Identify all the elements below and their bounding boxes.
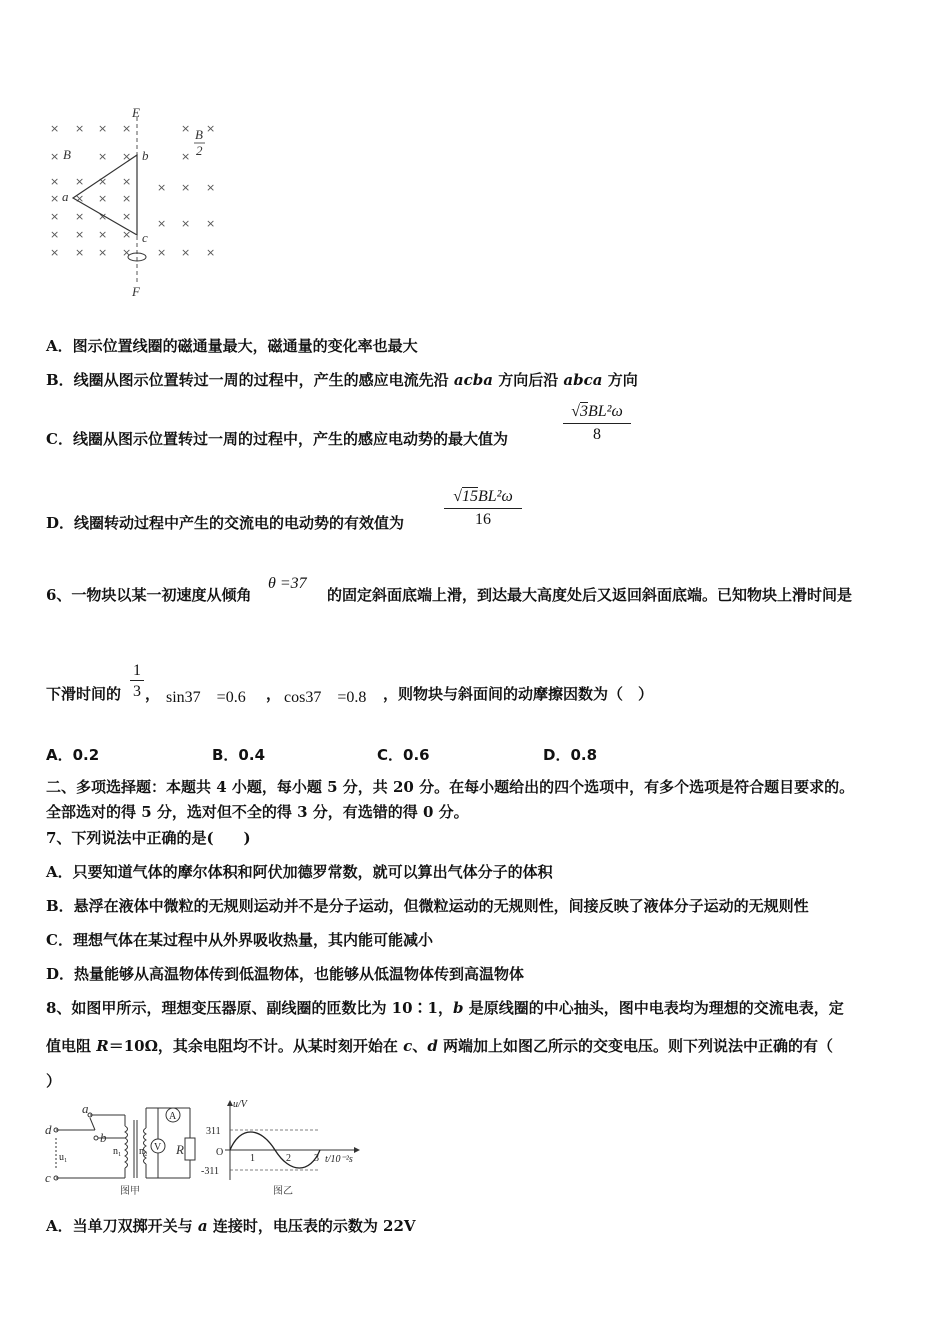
svg-text:×: × (50, 175, 60, 188)
label-c: c (142, 230, 148, 245)
q5-option-d: D．线圈转动过程中产生的交流电的电动势的有效值为 (46, 514, 405, 532)
q6-line2-a: 下滑时间的 (46, 685, 122, 703)
svg-text:×: × (181, 150, 191, 163)
voltmeter-label: V (154, 1142, 162, 1153)
svg-text:×: × (50, 150, 60, 163)
label-b-field: B (63, 147, 71, 162)
q8-line2-b: ＝10Ω，其余电阻均不计。从某时刻开始在 (108, 1037, 404, 1055)
q7-option-a: A．只要知道气体的摩尔体积和阿伏加德罗常数，就可以算出气体分子的体积 (46, 863, 553, 881)
svg-text:×: × (206, 181, 216, 194)
svg-text:×: × (181, 217, 191, 230)
svg-text:×: × (206, 246, 216, 259)
svg-text:×: × (50, 192, 60, 205)
svg-text:×: × (181, 246, 191, 259)
q6-line1-b: 的固定斜面底端上滑，到达最大高度处后又返回斜面底端。已知物块上滑时间是 (327, 586, 853, 604)
q5-b-suffix: 方向 (602, 371, 638, 389)
waveform-tick-2: 2 (286, 1153, 291, 1164)
magnetic-field-figure (40, 105, 230, 300)
label-e: E (132, 105, 140, 120)
q6-frac-num: 1 (133, 662, 141, 679)
q5-b-acba: acba (453, 371, 493, 389)
label-f: F (132, 284, 140, 299)
label-b-half-num: B (195, 127, 203, 142)
q5-c-den: 8 (593, 426, 601, 443)
circuit-label-u1: u₁ (59, 1152, 68, 1163)
svg-text:×: × (75, 246, 85, 259)
q8-a-rest: 连接时，电压表的示数为 22V (207, 1217, 416, 1235)
q6-option-a: A．0.2 (46, 746, 100, 764)
waveform-ylabel: u/V (233, 1099, 247, 1110)
svg-text:×: × (75, 210, 85, 223)
waveform-tick-1: 1 (250, 1153, 255, 1164)
q5-b-mid: 方向后沿 (492, 371, 564, 389)
q6-frac-den: 3 (133, 683, 141, 700)
q8-line2 (46, 1036, 833, 1056)
circuit-label-b: b (100, 1130, 107, 1145)
q6-comma2: ， (266, 685, 282, 703)
resistor-label: R (176, 1142, 184, 1157)
q8-line2-c: 两端加上如图乙所示的交变电压。则下列说法中正确的有（ (437, 1037, 834, 1055)
svg-text:×: × (181, 122, 191, 135)
q5-b-prefix: B．线圈从图示位置转过一周的过程中，产生的感应电流先沿 (46, 371, 454, 389)
q6-option-b: B．0.4 (212, 746, 266, 764)
svg-text:×: × (75, 175, 85, 188)
svg-text:×: × (122, 210, 132, 223)
waveform-ymin: -311 (201, 1166, 219, 1177)
q7-option-b: B．悬浮在液体中微粒的无规则运动并不是分子运动，但微粒运动的无规则性，间接反映了液体分子运动的无规则性 (46, 897, 809, 915)
svg-text:×: × (50, 228, 60, 241)
svg-text:×: × (50, 246, 60, 259)
q5-b-abca: abca (563, 371, 603, 389)
q5-option-c: C．线圈从图示位置转过一周的过程中，产生的感应电动势的最大值为 (46, 430, 508, 448)
q6-option-c: C．0.6 (377, 746, 430, 764)
caption-jia: 图甲 (120, 1186, 140, 1197)
svg-text:×: × (98, 246, 108, 259)
svg-text:×: × (157, 246, 167, 259)
q8-a-text: A．当单刀双掷开关与 (46, 1217, 198, 1235)
section2-line1: 二、多项选择题：本题共 4 小题，每小题 5 分，共 20 分。在每小题给出的四个选项中，有多个选项是符合题目要求的。 (46, 778, 855, 796)
caption-yi: 图乙 (273, 1186, 293, 1197)
q8-sep: 、 (412, 1037, 428, 1055)
q6-sin: sin37 =0.6 (166, 689, 246, 706)
svg-text:×: × (122, 175, 132, 188)
svg-text:×: × (206, 217, 216, 230)
circuit-label-n1: n₁ (113, 1146, 122, 1157)
q8-r: R (96, 1037, 109, 1055)
q8-d: d (427, 1037, 438, 1055)
q5-c-num-rest: BL²ω (588, 403, 623, 420)
waveform-yi (225, 1100, 360, 1180)
label-a: a (62, 189, 69, 204)
transformer-figure (40, 1098, 370, 1198)
svg-text:×: × (98, 122, 108, 135)
q7-option-c: C．理想气体在某过程中从外界吸收热量，其内能可能减小 (46, 931, 433, 949)
q8-line2-a: 值电阻 (46, 1037, 97, 1055)
q5-d-fraction: √15BL²ω 16 (444, 488, 522, 529)
q8-line3: ） (46, 1072, 62, 1090)
svg-text:×: × (181, 181, 191, 194)
svg-text:×: × (98, 192, 108, 205)
svg-text:×: × (98, 228, 108, 241)
cross-grid (50, 122, 215, 259)
svg-text:×: × (122, 192, 132, 205)
q5-option-b (46, 370, 638, 390)
label-b-half-den: 2 (196, 143, 203, 158)
svg-text:×: × (50, 210, 60, 223)
svg-text:×: × (50, 122, 60, 135)
q5-d-num-rest: BL²ω (478, 488, 513, 505)
q8-option-a (46, 1216, 416, 1236)
svg-text:×: × (157, 181, 167, 194)
q5-option-a: A．图示位置线圈的磁通量最大，磁通量的变化率也最大 (46, 337, 418, 355)
q8-line1 (46, 998, 844, 1018)
q6-cos: cos37 =0.8 (284, 689, 367, 706)
svg-text:×: × (122, 122, 132, 135)
circuit-label-n2: n₂ (139, 1146, 148, 1157)
ammeter-label: A (169, 1111, 177, 1122)
q7-stem: 7、下列说法中正确的是( ) (46, 829, 251, 847)
q6-line2-b: ，则物块与斜面间的动摩擦因数为（ ） (383, 685, 654, 703)
q5-c-fraction: √3BL²ω 8 (563, 403, 631, 444)
q8-line1-b: 是原线圈的中心抽头，图中电表均为理想的交流电表，定 (463, 999, 844, 1017)
q8-line1-a: 8、如图甲所示，理想变压器原、副线圈的匝数比为 10∶1， (46, 999, 453, 1017)
svg-text:×: × (157, 217, 167, 230)
svg-text:×: × (75, 122, 85, 135)
q6-theta: θ =37 (268, 575, 307, 592)
svg-text:×: × (206, 122, 216, 135)
q5-c-root: 3 (580, 403, 588, 420)
q5-d-den: 16 (475, 511, 491, 528)
q8-c: c (403, 1037, 413, 1055)
q6-comma1: ， (145, 685, 161, 703)
q7-option-d: D．热量能够从高温物体传到低温物体，也能够从低温物体传到高温物体 (46, 965, 525, 983)
q6-option-d: D．0.8 (543, 746, 598, 764)
svg-text:×: × (98, 150, 108, 163)
circuit-label-c: c (45, 1170, 51, 1185)
q5-d-root: 15 (462, 488, 478, 505)
svg-text:×: × (122, 228, 132, 241)
waveform-tick-3: 3 (314, 1153, 319, 1164)
q6-fraction (130, 660, 144, 701)
svg-text:×: × (98, 175, 108, 188)
q8-a-var: a (197, 1217, 208, 1235)
svg-text:×: × (98, 210, 108, 223)
circuit-label-a: a (82, 1101, 89, 1116)
waveform-ymax: 311 (206, 1126, 221, 1137)
q6-line1-a: 6、一物块以某一初速度从倾角 (46, 586, 252, 604)
svg-text:×: × (75, 228, 85, 241)
circuit-label-d: d (45, 1122, 52, 1137)
waveform-xlabel: t/10⁻²s (325, 1154, 353, 1165)
svg-text:×: × (122, 246, 132, 259)
label-b: b (142, 148, 149, 163)
svg-text:×: × (75, 192, 85, 205)
section2-line2: 全部选对的得 5 分，选对但不全的得 3 分，有选错的得 0 分。 (46, 803, 469, 821)
q8-b: b (452, 999, 464, 1017)
svg-text:×: × (122, 150, 132, 163)
waveform-origin: O (216, 1147, 224, 1158)
